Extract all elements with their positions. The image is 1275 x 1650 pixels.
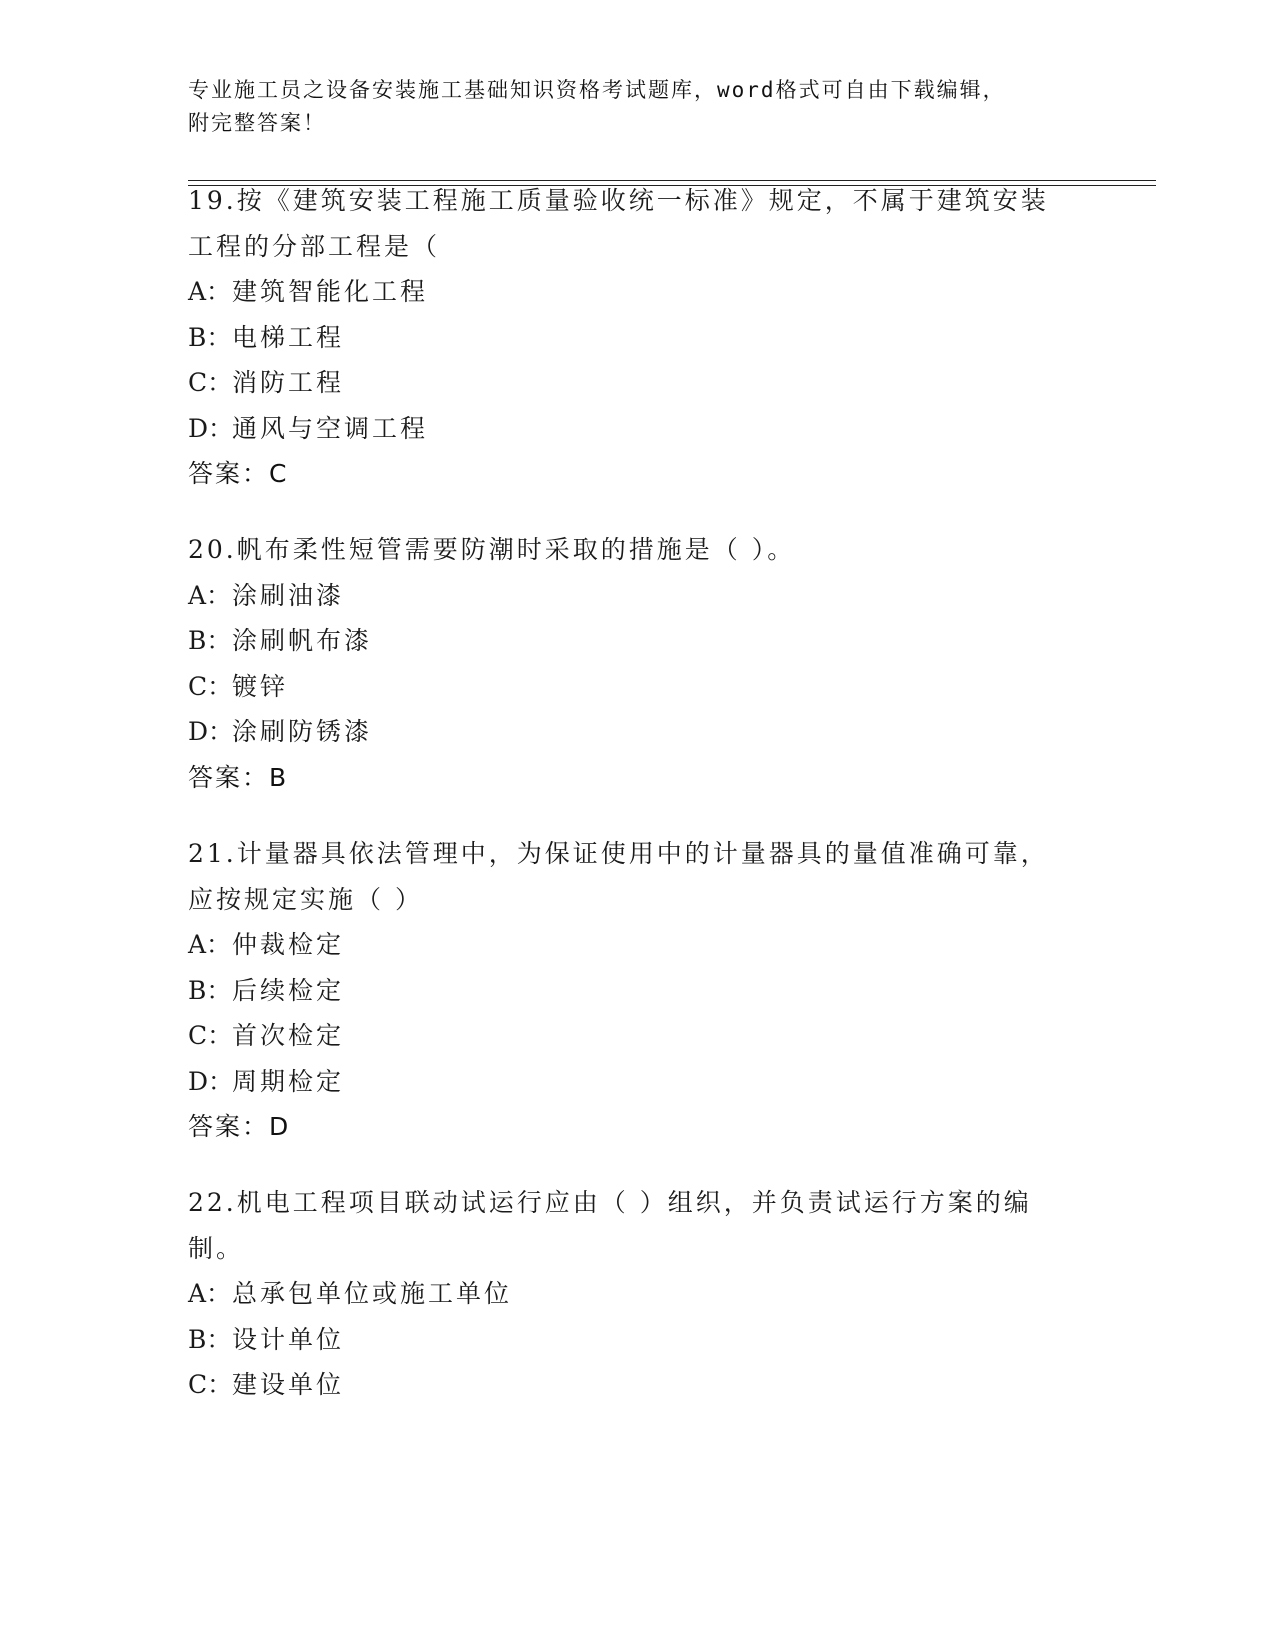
option-d	[188, 1059, 1088, 1105]
question-19	[188, 178, 1088, 497]
option-label: B：	[188, 322, 232, 352]
question-stem-line: 19.按《建筑安装工程施工质量验收统一标准》规定，不属于建筑安装	[188, 186, 1049, 215]
question-20	[188, 527, 1088, 800]
header-line-2: 附完整答案！	[188, 111, 326, 135]
option-text: 电梯工程	[232, 322, 345, 352]
option-label: C：	[188, 1370, 233, 1399]
option-b	[188, 968, 1088, 1014]
answer: 答案：C	[188, 459, 289, 488]
header-line-1: 专业施工员之设备安装施工基础知识资格考试题库，word格式可自由下载编辑，	[188, 78, 1006, 102]
option-text: 仲裁检定	[232, 930, 345, 959]
option-c	[188, 664, 1088, 710]
option-label: D：	[188, 717, 234, 746]
option-b	[188, 618, 1088, 664]
option-label: C：	[188, 1021, 233, 1050]
option-a	[188, 573, 1088, 619]
option-text: 建设单位	[232, 1370, 345, 1399]
question-stem-line: 20.帆布柔性短管需要防潮时采取的措施是（ ）。	[188, 535, 796, 564]
question-stem-line: 应按规定实施（ ）	[188, 884, 423, 914]
option-label: C：	[188, 368, 233, 397]
option-text: 设计单位	[232, 1324, 345, 1354]
option-label: A：	[188, 277, 232, 306]
option-a	[188, 922, 1088, 968]
option-label: A：	[188, 1279, 232, 1308]
option-b	[188, 315, 1088, 361]
option-label: D：	[188, 413, 234, 443]
option-label: A：	[188, 930, 232, 959]
option-text: 涂刷帆布漆	[232, 626, 373, 655]
option-a	[188, 1271, 1088, 1317]
option-text: 总承包单位或施工单位	[232, 1279, 513, 1308]
option-text: 建筑智能化工程	[232, 277, 429, 306]
option-text: 消防工程	[232, 368, 345, 397]
option-text: 镀锌	[232, 671, 289, 701]
option-text: 周期检定	[232, 1066, 345, 1096]
question-stem-line: 21.计量器具依法管理中，为保证使用中的计量器具的量值准确可靠，	[188, 839, 1049, 868]
document-header	[188, 74, 1088, 140]
option-label: B：	[188, 975, 232, 1005]
option-c	[188, 1362, 1088, 1408]
option-label: C：	[188, 671, 233, 701]
option-text: 首次检定	[232, 1021, 345, 1050]
option-text: 通风与空调工程	[232, 413, 429, 443]
option-d	[188, 709, 1088, 755]
question-stem-line: 制。	[188, 1233, 245, 1263]
question-stem-line: 工程的分部工程是（	[188, 231, 441, 261]
question-stem-line: 22.机电工程项目联动试运行应由（ ）组织，并负责试运行方案的编	[188, 1188, 1032, 1217]
option-c	[188, 360, 1088, 406]
option-a	[188, 269, 1088, 315]
option-c	[188, 1013, 1088, 1059]
answer: 答案：B	[188, 762, 289, 792]
option-d	[188, 406, 1088, 452]
option-label: A：	[188, 580, 232, 610]
option-label: D：	[188, 1066, 234, 1096]
answer: 答案：D	[188, 1112, 291, 1141]
option-text: 涂刷油漆	[232, 580, 345, 610]
option-text: 涂刷防锈漆	[232, 717, 373, 746]
option-label: B：	[188, 626, 232, 655]
question-22	[188, 1180, 1088, 1408]
option-label: B：	[188, 1324, 232, 1354]
option-text: 后续检定	[232, 975, 345, 1005]
question-21	[188, 831, 1088, 1150]
option-b	[188, 1317, 1088, 1363]
